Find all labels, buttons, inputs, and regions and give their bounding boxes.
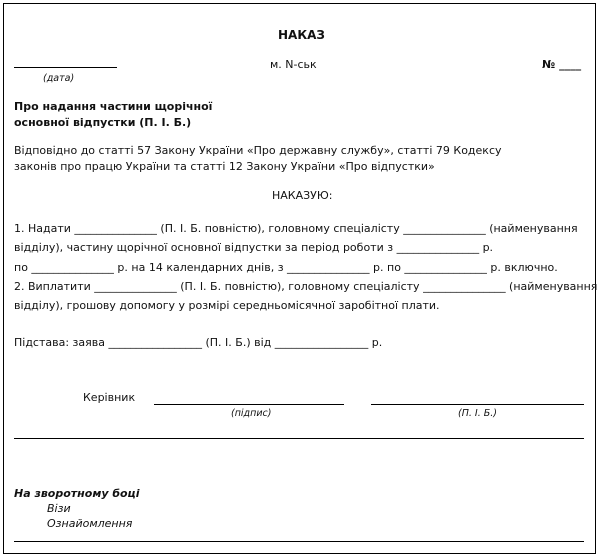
name-line: [371, 404, 584, 405]
name-caption: (П. І. Б.): [458, 408, 497, 419]
signature-line: [154, 404, 344, 405]
subject-line-2: основної відпустки (П. І. Б.): [14, 116, 192, 129]
item-2-line-2: відділу), грошову допомогу у розмірі середньомісячної заробітної плати.: [14, 299, 440, 312]
item-2-line-1: 2. Виплатити _______________ (П. І. Б. повністю), головному спеціалісту _______________ (найменування: [14, 280, 598, 293]
document-title: НАКАЗ: [278, 28, 325, 42]
divider-line: [14, 438, 584, 439]
order-number: № ____: [542, 58, 582, 71]
basis-line: Підстава: заява _________________ (П. І. Б.) від _________________ р.: [14, 336, 383, 349]
item-1-line-2: відділу), частину щорічної основної відпустки за період роботи з _______________ р.: [14, 241, 494, 254]
bottom-line: [14, 541, 584, 542]
subject-line-1: Про надання частини щорічної: [14, 100, 213, 113]
reverse-visas: Візи: [47, 502, 71, 515]
preamble-line-2: законів про працю України та статті 12 Закону України «Про відпустки»: [14, 160, 435, 173]
item-1-line-3: по _______________ р. на 14 календарних днів, з _______________ р. по _______________ р. включно.: [14, 261, 558, 274]
order-word: НАКАЗУЮ:: [272, 189, 333, 202]
preamble-line-1: Відповідно до статті 57 Закону України «Про державну службу», статті 79 Кодексу: [14, 144, 502, 157]
date-line: [14, 67, 117, 68]
signature-caption: (підпис): [231, 408, 272, 419]
signature-role: Керівник: [83, 391, 136, 404]
reverse-side-title: На зворотному боці: [14, 487, 140, 500]
reverse-acquaintance: Ознайомлення: [47, 517, 133, 530]
item-1-line-1: 1. Надати _______________ (П. І. Б. повністю), головному спеціалісту _______________ (найменування: [14, 222, 578, 235]
document-frame: [3, 3, 596, 554]
date-caption: (дата): [43, 73, 75, 84]
city: м. N-ськ: [270, 58, 317, 71]
